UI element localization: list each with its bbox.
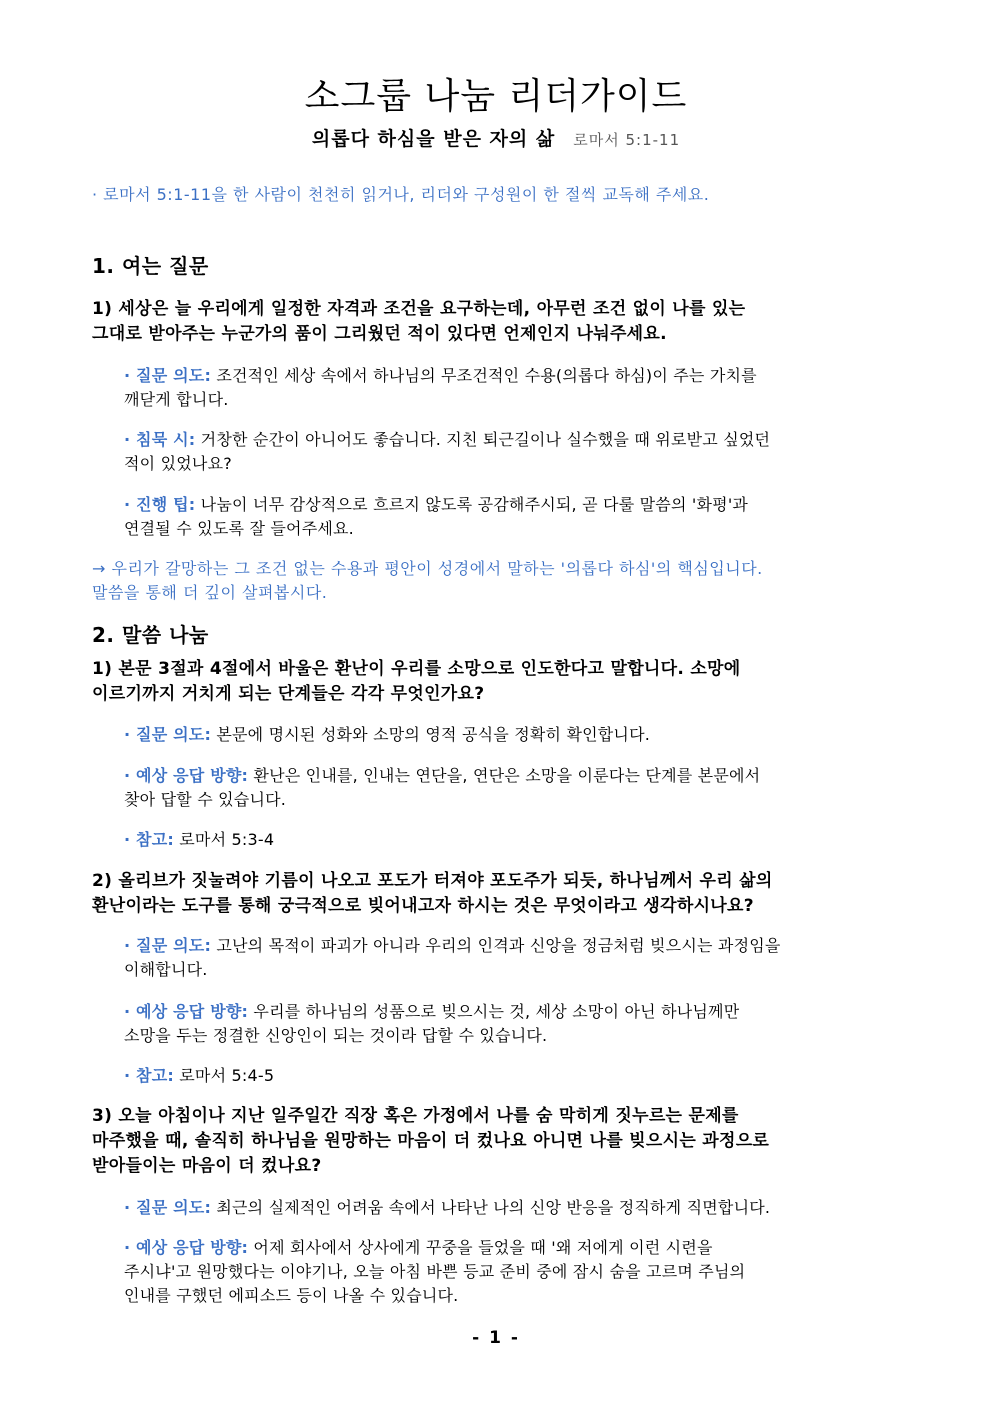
item-label: · 예상 응답 방향:: [124, 1002, 249, 1021]
document-subtitle: 의롭다 하심을 받은 자의 삶: [311, 128, 556, 150]
question-intent: [124, 723, 924, 747]
section-heading-opening: 1. 여는 질문: [92, 254, 209, 278]
expected-answer: [124, 1236, 924, 1308]
item-text: 적이 있었나요?: [124, 454, 232, 473]
item-text: 고난의 목적이 파괴가 아니라 우리의 인격과 신앙을 정금처럼 빚으시는 과정임을: [211, 936, 781, 955]
question-line: 받아들이는 마음이 더 컸나요?: [92, 1156, 322, 1176]
question-line: 3) 오늘 아침이나 지난 일주일간 직장 혹은 가정에서 나를 숨 막히게 짓누르는 문제를: [92, 1106, 739, 1126]
expected-answer: [124, 1000, 924, 1048]
question-intent: [124, 1196, 924, 1220]
item-label: · 예상 응답 방향:: [124, 1238, 249, 1257]
conclusion-line: 말씀을 통해 더 깊이 살펴봅시다.: [92, 583, 328, 602]
item-label: · 참고:: [124, 1066, 174, 1085]
item-label: · 예상 응답 방향:: [124, 766, 249, 785]
item-text: 주시냐'고 원망했다는 이야기나, 오늘 아침 바쁜 등교 준비 중에 잠시 숨을 고르며 주님의: [124, 1262, 746, 1281]
item-text: 이해합니다.: [124, 960, 208, 979]
item-text: 최근의 실제적인 어려움 속에서 나타난 나의 신앙 반응을 정직하게 직면합니다.: [211, 1198, 771, 1217]
item-text: 본문에 명시된 성화와 소망의 영적 공식을 정확히 확인합니다.: [211, 725, 651, 744]
section-heading-word: 2. 말씀 나눔: [92, 623, 209, 647]
item-text: 우리를 하나님의 성품으로 빚으시는 것, 세상 소망이 아닌 하나님께만: [248, 1002, 740, 1021]
question-line: 환난이라는 도구를 통해 궁극적으로 빚어내고자 하시는 것은 무엇이라고 생각하시나요?: [92, 896, 754, 916]
question-intent: [124, 364, 924, 412]
question-line: 이르기까지 거치게 되는 단계들은 각각 무엇인가요?: [92, 684, 485, 704]
silence-tip: [124, 428, 924, 476]
item-text: 나눔이 너무 감상적으로 흐르지 않도록 공감해주시되, 곧 다룰 말씀의 '화평'과: [195, 495, 749, 514]
question-intent: [124, 934, 924, 982]
item-label: · 질문 의도:: [124, 366, 212, 385]
word-question-3: [92, 1104, 922, 1179]
item-text: 어제 회사에서 상사에게 꾸중을 들었을 때 '왜 저에게 이런 시련을: [248, 1238, 713, 1257]
expected-answer: [124, 764, 924, 812]
item-label: · 질문 의도:: [124, 1198, 212, 1217]
page-number: - 1 -: [472, 1328, 520, 1348]
question-line: 1) 본문 3절과 4절에서 바울은 환난이 우리를 소망으로 인도한다고 말합니다. 소망에: [92, 659, 741, 679]
item-label: · 진행 팁:: [124, 495, 196, 514]
scripture-reference: 로마서 5:1-11: [573, 131, 681, 149]
item-text: 소망을 두는 정결한 신앙인이 되는 것이라 답할 수 있습니다.: [124, 1026, 548, 1045]
item-label: · 질문 의도:: [124, 725, 212, 744]
reference: [124, 1064, 924, 1088]
item-label: · 질문 의도:: [124, 936, 212, 955]
conclusion-line: → 우리가 갈망하는 그 조건 없는 수용과 평안이 성경에서 말하는 '의롭다 하심'의 핵심입니다.: [92, 559, 763, 578]
word-question-2: [92, 869, 922, 919]
reading-instruction: · 로마서 5:1-11을 한 사람이 천천히 읽거나, 리더와 구성원이 한 절씩 교독해 주세요.: [92, 185, 710, 204]
question-line: 2) 올리브가 짓눌려야 기름이 나오고 포도가 터져야 포도주가 되듯, 하나님께서 우리 삶의: [92, 871, 773, 891]
item-text: 연결될 수 있도록 잘 들어주세요.: [124, 519, 354, 538]
item-text: 인내를 구했던 에피소드 등이 나올 수 있습니다.: [124, 1286, 459, 1305]
item-label: · 침묵 시:: [124, 430, 196, 449]
question-line: 1) 세상은 늘 우리에게 일정한 자격과 조건을 요구하는데, 아무런 조건 없이 나를 있는: [92, 299, 746, 319]
section-conclusion: [92, 557, 922, 605]
item-text: 조건적인 세상 속에서 하나님의 무조건적인 수용(의롭다 하심)이 주는 가치를: [211, 366, 757, 385]
facilitation-tip: [124, 493, 924, 541]
reference: [124, 828, 924, 852]
subtitle-row: [0, 124, 992, 155]
item-text: 로마서 5:3-4: [173, 830, 275, 849]
item-text: 거창한 순간이 아니어도 좋습니다. 지친 퇴근길이나 실수했을 때 위로받고 싶었던: [195, 430, 771, 449]
question-line: 그대로 받아주는 누군가의 품이 그리웠던 적이 있다면 언제인지 나눠주세요.: [92, 324, 667, 344]
item-text: 로마서 5:4-5: [173, 1066, 275, 1085]
item-text: 환난은 인내를, 인내는 연단을, 연단은 소망을 이룬다는 단계를 본문에서: [248, 766, 761, 785]
item-text: 찾아 답할 수 있습니다.: [124, 790, 287, 809]
opening-question: [92, 297, 922, 347]
document-title: 소그룹 나눔 리더가이드: [304, 76, 688, 117]
item-label: · 참고:: [124, 830, 174, 849]
word-question-1: [92, 657, 922, 707]
question-line: 마주했을 때, 솔직히 하나님을 원망하는 마음이 더 컸나요 아니면 나를 빚으시는 과정으로: [92, 1131, 770, 1151]
item-text: 깨닫게 합니다.: [124, 390, 229, 409]
